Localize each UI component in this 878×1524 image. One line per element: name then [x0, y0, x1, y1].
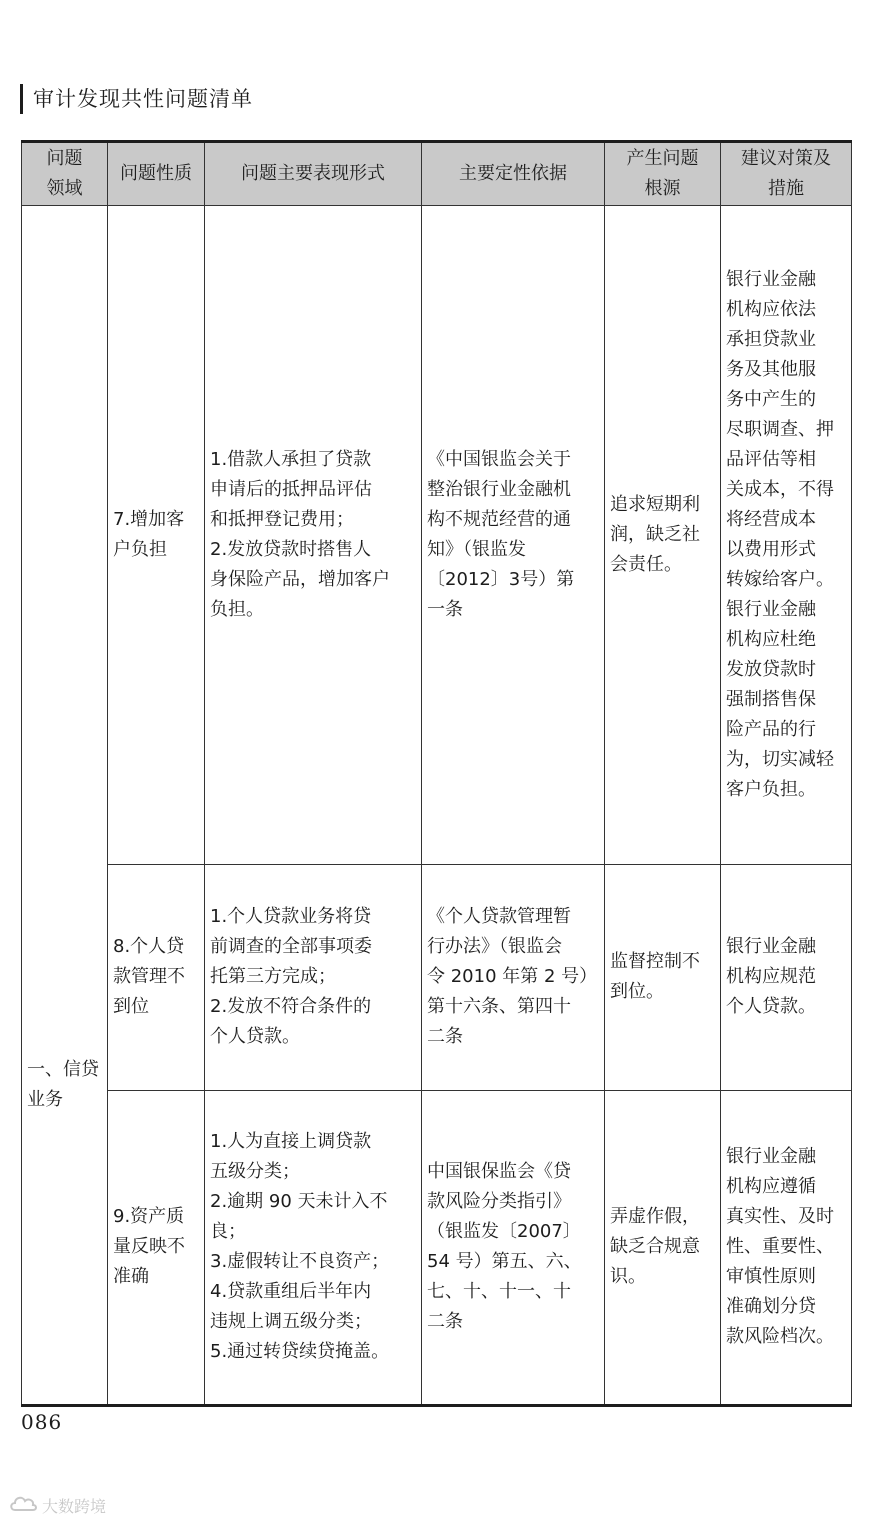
- cell-area: 一、信贷 业务: [22, 206, 108, 1406]
- cell-basis: 《中国银监会关于 整治银行业金融机 构不规范经营的通 知》（银监发 〔2012〕3号）第 一条: [422, 206, 605, 865]
- issue-table-wrapper: [21, 140, 852, 1407]
- cell-forms: 1.借款人承担了贷款 申请后的抵押品评估 和抵押登记费用； 2.发放贷款时搭售人 身保险产品，增加客户 负担。: [205, 206, 422, 865]
- column-header-basis: 主要定性依据: [422, 142, 605, 206]
- column-header-area: 问题 领域: [22, 142, 108, 206]
- table-row: [22, 864, 852, 1090]
- cell-forms: 1.人为直接上调贷款 五级分类； 2.逾期 90 天未计入不 良； 3.虚假转让不良资产； 4.贷款重组后半年内 违规上调五级分类； 5.通过转贷续贷掩盖。: [205, 1090, 422, 1405]
- cell-measures: 银行业金融 机构应依法 承担贷款业 务及其他服 务中产生的 尽职调查、押 品评估等相 关成本，不得 将经营成本 以费用形式 转嫁给客户。 银行业金融 机构应杜绝 发放贷款时 强制搭售保 险产品的行 为，切实减轻 客户负担。: [721, 206, 852, 865]
- column-header-measures: 建议对策及 措施: [721, 142, 852, 206]
- cell-basis: 中国银保监会《贷 款风险分类指引》 （银监发〔2007〕 54 号）第五、六、 七、十、十一、十 二条: [422, 1090, 605, 1405]
- header-rule: [20, 84, 23, 114]
- table-header-row: [22, 142, 852, 206]
- cell-forms: 1.个人贷款业务将贷 前调查的全部事项委 托第三方完成； 2.发放不符合条件的 个人贷款。: [205, 864, 422, 1090]
- cell-root: 弄虚作假， 缺乏合规意 识。: [605, 1090, 721, 1405]
- issue-table: [21, 140, 852, 1407]
- column-header-nature: 问题性质: [108, 142, 205, 206]
- table-row: [22, 206, 852, 865]
- column-header-forms: 问题主要表现形式: [205, 142, 422, 206]
- cell-basis: 《个人贷款管理暂 行办法》（银监会 令 2010 年第 2 号） 第十六条、第四十 二条: [422, 864, 605, 1090]
- cell-nature: 9.资产质 量反映不 准确: [108, 1090, 205, 1405]
- cell-measures: 银行业金融 机构应规范 个人贷款。: [721, 864, 852, 1090]
- watermark: [8, 1492, 106, 1518]
- watermark-text: 大数跨境: [42, 1496, 107, 1516]
- cell-root: 监督控制不 到位。: [605, 864, 721, 1090]
- cloud-logo-icon: [8, 1492, 38, 1518]
- cell-root: 追求短期利 润，缺乏社 会责任。: [605, 206, 721, 865]
- page-number: 086: [21, 1410, 63, 1434]
- cell-nature: 7.增加客 户负担: [108, 206, 205, 865]
- column-header-root: 产生问题 根源: [605, 142, 721, 206]
- cell-nature: 8.个人贷 款管理不 到位: [108, 864, 205, 1090]
- cell-measures: 银行业金融 机构应遵循 真实性、及时 性、重要性、 审慎性原则 准确划分贷 款风险档次。: [721, 1090, 852, 1405]
- page-title: 审计发现共性问题清单: [33, 87, 253, 111]
- table-row: [22, 1090, 852, 1405]
